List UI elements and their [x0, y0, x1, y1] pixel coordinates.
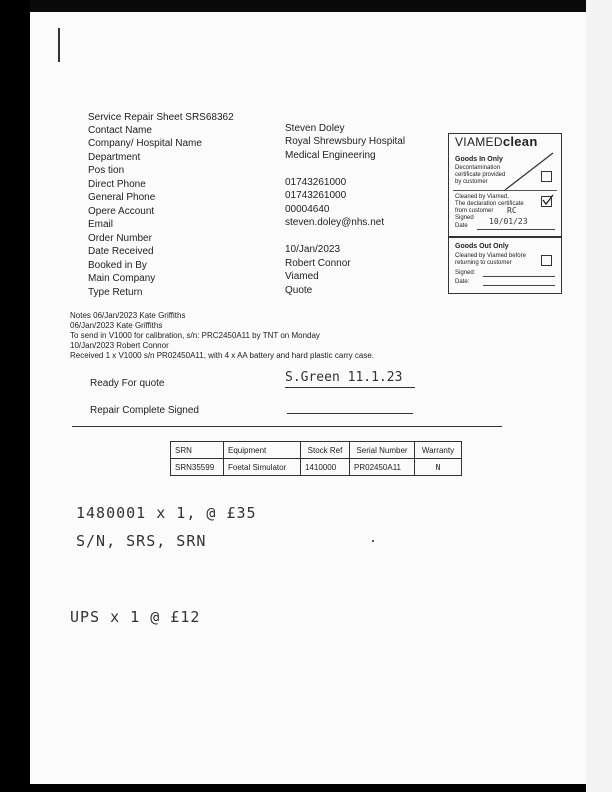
field-label: Booked in By [88, 260, 147, 271]
signed-rule [483, 276, 555, 277]
scan-top-edge [30, 0, 586, 12]
goods-in-title: Goods In Only [455, 156, 503, 163]
field-value: Medical Engineering [285, 150, 376, 161]
table-header-row [171, 442, 462, 459]
goods-out-date-label: Date: [455, 279, 470, 285]
handwritten-line: 1480001 x 1, @ £35 [76, 504, 257, 522]
signed-initials: RC [507, 206, 517, 215]
handwritten-line: S/N, SRS, SRN [76, 532, 207, 550]
field-label: Department [88, 152, 141, 163]
decon-line: certificate provided [455, 172, 506, 178]
viamed-clean-logo: VIAMEDclean [455, 134, 538, 149]
ready-for-quote-label: Ready For quote [90, 378, 165, 389]
scan-right-edge [586, 0, 612, 792]
field-label: Main Company [88, 273, 156, 284]
decon-line: by customer [455, 179, 488, 185]
ready-signature: S.Green 11.1.23 [285, 370, 403, 385]
cleaned-line: from customer [455, 208, 494, 214]
field-label: Date Received [88, 246, 154, 257]
column-header: Warranty [415, 442, 462, 459]
section-divider [72, 426, 502, 427]
field-value: steven.doley@nhs.net [285, 217, 385, 228]
field-value: 10/Jan/2023 [285, 244, 341, 255]
slash-mark-icon [501, 150, 557, 194]
note-line: Notes 06/Jan/2023 Kate Griffiths [70, 311, 186, 320]
column-header: Serial Number [350, 442, 415, 459]
field-value: Royal Shrewsbury Hospital [285, 136, 406, 147]
field-label: Pos tion [88, 165, 125, 176]
table-row [171, 459, 462, 476]
column-header: Stock Ref [301, 442, 350, 459]
sheet-title: Service Repair Sheet SRS68362 [88, 112, 234, 123]
table-cell: Foetal Simulator [224, 459, 301, 476]
field-value: 01743261000 [285, 190, 347, 201]
signed-label: Signed [455, 215, 474, 221]
repair-complete-label: Repair Complete Signed [90, 405, 199, 416]
field-label: Company/ Hospital Name [88, 138, 202, 149]
scan-mark [58, 28, 60, 62]
note-line: Received 1 x V1000 s/n PR02450A11, with 4 x AA battery and hard plastic carry case. [70, 351, 375, 360]
ready-signature-line [285, 387, 415, 388]
goods-out-signed-label: Signed: [455, 270, 476, 276]
tick-mark-icon [541, 194, 555, 206]
field-label: Opere Account [88, 206, 155, 217]
note-line: 06/Jan/2023 Kate Griffiths [70, 321, 163, 330]
field-label: Type Return [88, 287, 143, 298]
field-label: Direct Phone [88, 179, 146, 190]
field-value: Viamed [285, 271, 319, 282]
field-value: Robert Connor [285, 258, 351, 269]
date-value: 10/01/23 [489, 217, 528, 226]
note-line: To send in V1000 for calibration, s/n: PRC2450A11 by TNT on Monday [70, 331, 320, 340]
field-value: 01743261000 [285, 177, 347, 188]
stray-dot [372, 540, 374, 542]
field-value: 00004640 [285, 204, 330, 215]
table-cell: N [415, 459, 462, 476]
date-label: Date [455, 223, 468, 229]
field-label: Contact Name [88, 125, 152, 136]
decon-line: Decontamination [455, 165, 501, 171]
cleaned-line: Cleaned by Viamed, [455, 194, 509, 200]
goods-out-checkbox [541, 255, 552, 266]
column-header: SRN [171, 442, 224, 459]
goods-out-line: returning to customer [455, 260, 512, 266]
field-value: Quote [285, 285, 313, 296]
viamed-goods-out-box [448, 237, 562, 294]
note-line: 10/Jan/2023 Robert Connor [70, 341, 169, 350]
viamed-goods-in-box [448, 133, 562, 237]
field-label: Email [88, 219, 114, 230]
box-divider [453, 190, 557, 191]
field-label: Order Number [88, 233, 152, 244]
equipment-table [170, 441, 462, 476]
date-rule [477, 229, 555, 230]
handwritten-line: UPS x 1 @ £12 [70, 608, 201, 626]
goods-out-title: Goods Out Only [455, 243, 509, 250]
table-cell: PR02450A11 [350, 459, 415, 476]
cleaned-line: The declaration certificate [455, 201, 524, 207]
field-label: General Phone [88, 192, 156, 203]
date-rule [483, 285, 555, 286]
table-cell: SRN35599 [171, 459, 224, 476]
complete-signature-line [287, 413, 413, 414]
field-value: Steven Doley [285, 123, 345, 134]
goods-out-line: Cleaned by Viamed before [455, 253, 526, 259]
table-cell: 1410000 [301, 459, 350, 476]
column-header: Equipment [224, 442, 301, 459]
